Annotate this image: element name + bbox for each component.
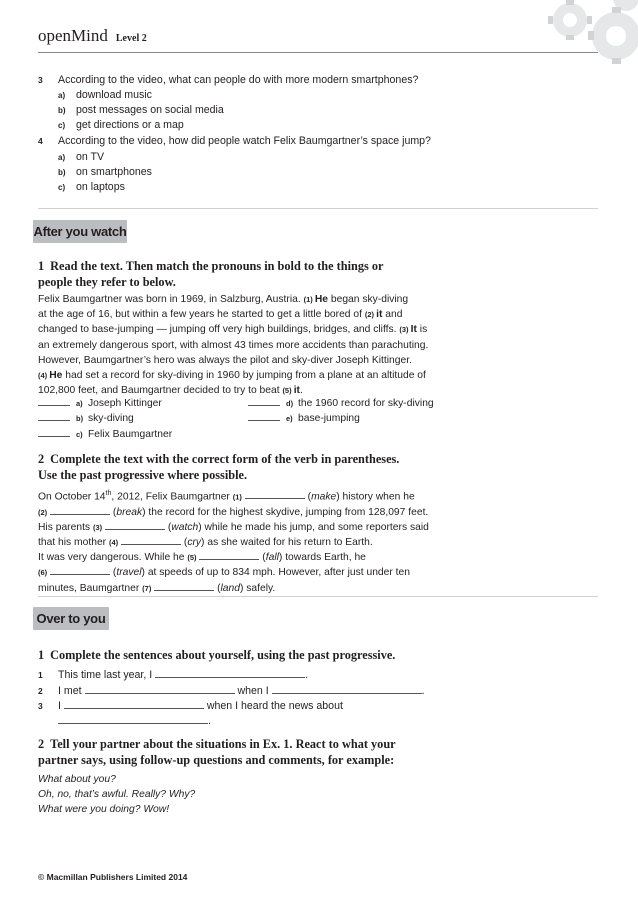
answer-blank[interactable] [38,427,70,437]
verb-blank-1[interactable] [245,489,305,499]
answer-blank[interactable] [38,396,70,406]
sentence-blank[interactable] [64,699,204,709]
copyright-footer: © Macmillan Publishers Limited 2014 [38,872,188,882]
example-1: What about you? [38,774,116,785]
gears-decoration-icon [508,0,638,70]
example-3: What were you doing? Wow! [38,804,170,815]
question-number: 3 [38,75,43,85]
verb-blank-3[interactable] [105,520,165,530]
option-3b: b) post messages on social media [58,104,224,116]
question-text: According to the video, what can people do with more modern smartphones? [58,74,419,86]
sentence-blank[interactable] [85,684,235,694]
sentence-blank[interactable] [58,714,208,724]
match-row-c: c) Felix Baumgartner [38,427,172,442]
example-2: Oh, no, that’s awful. Really? Why? [38,789,196,800]
option-4c: c) on laptops [58,181,125,193]
match-row-d: d) the 1960 record for sky-diving [248,396,434,411]
question-4 [38,134,431,149]
sentence-3-continuation: . [58,714,211,729]
verb-blank-5[interactable] [199,550,259,560]
reading-text: Felix Baumgartner was born in 1969, in Salzburg, Austria. (1) He began sky-diving at the age of 16, but within a few years he started to get a little bored of (2) it and changed to base-jumping — jumping off very high buildings, bridges, and cliffs. (3) It is an extremely dangerous sport, with almost 43 times more accidents than parachuting. However, Baumgartner’s hero was always the pilot and sky-diver Joseph Kittinger. (4) He had set a record for sky-diving in 1960 by jumping from a plane at an altitude of 102,800 feet, and Baumgartner decided to try to beat (5) it. [38,294,429,397]
option-3c: c) get directions or a map [58,119,184,131]
header-rule [38,52,598,53]
verb-blank-6[interactable] [50,565,110,575]
gap-fill-text: On October 14th, 2012, Felix Baumgartner (1) (make) history when he (2) (break) the record for the highest skydive, jumping from 128,097 feet. His parents (3) (watch) while he made his jump, and some reporters said that his mother (4) (cry) as she waited for his return to Earth. It was very dangerous. While he (5) (fall) towards Earth, he (6) (travel) at speeds of up to 834 mph. However, after just under ten minutes, Baumgartner (7) (land) safely. [38,490,429,594]
question-text: According to the video, how did people watch Felix Baumgartner’s space jump? [58,135,431,147]
answer-blank[interactable] [248,411,280,421]
sentence-1: 1 This time last year, I . [38,669,309,681]
verb-blank-7[interactable] [154,581,214,591]
answer-blank[interactable] [38,411,70,421]
after-task-1-title: 1 Read the text. Then match the pronouns in bold to the things or people they refer to below. [38,259,384,289]
over-task-2-title: 2 Tell your partner about the situations in Ex. 1. React to what your partner says, using follow-up questions and comments, for example: [38,737,396,767]
match-row-e: e) base-jumping [248,411,360,426]
brand-mind: Mind [71,26,108,45]
sentence-blank[interactable] [155,668,305,678]
section-rule [38,596,598,597]
match-row-a: a) Joseph Kittinger [38,396,162,411]
match-row-b: b) sky-diving [38,411,134,426]
sentence-blank[interactable] [272,684,422,694]
question-number: 4 [38,136,43,146]
question-3 [38,73,418,88]
section-rule [38,208,598,209]
answer-blank[interactable] [248,396,280,406]
option-3a: a) download music [58,89,152,101]
after-task-2-title: 2 Complete the text with the correct form of the verb in parentheses. Use the past progressive where possible. [38,452,400,482]
option-4a: a) on TV [58,151,105,163]
verb-blank-4[interactable] [121,535,181,545]
over-to-you-banner: Over to you [33,607,109,630]
sentence-3: 3 I when I heard the news about [38,700,343,712]
option-4b: b) on smartphones [58,166,152,178]
after-you-watch-banner: After you watch [33,220,127,243]
verb-blank-2[interactable] [50,505,110,515]
header [38,26,147,50]
brand-open: open [38,26,72,45]
over-task-1-title: 1 Complete the sentences about yourself, using the past progressive. [38,648,396,662]
level-label: Level 2 [115,33,147,44]
sentence-2: 2 I met when I . [38,685,425,697]
